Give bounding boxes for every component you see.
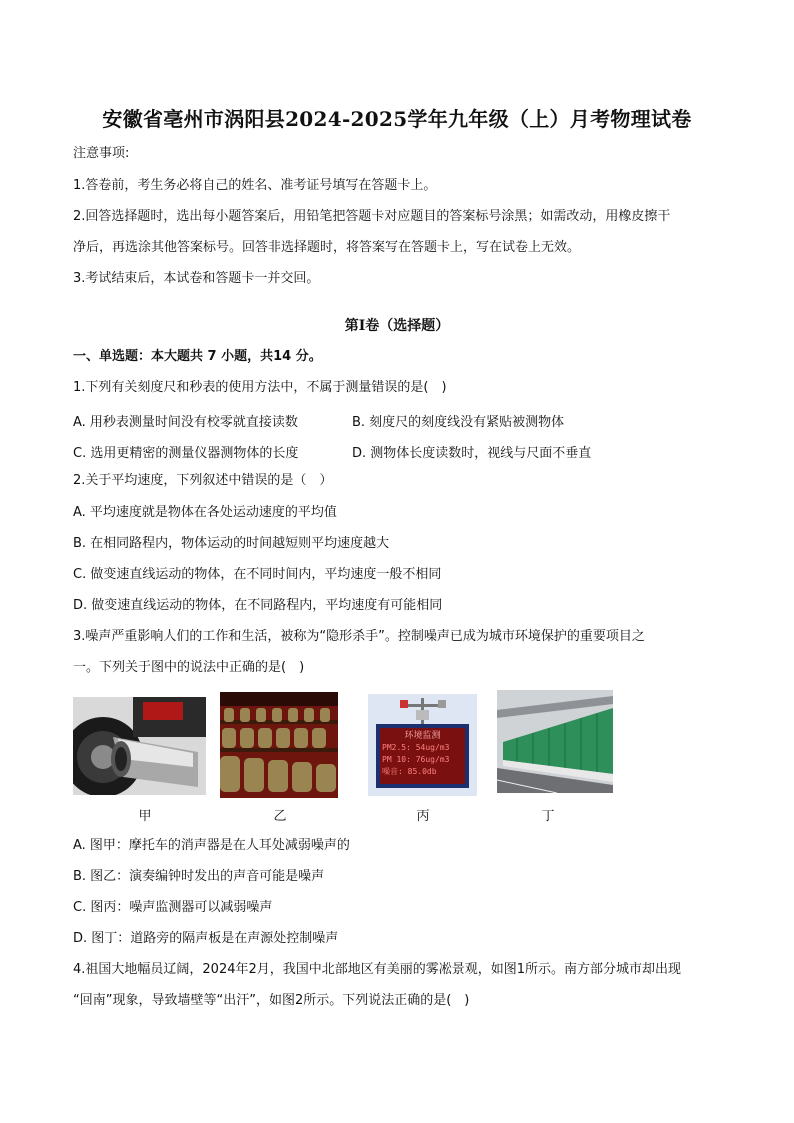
monitor-line-3: PM 10: 76ug/m3 [382, 755, 450, 764]
photo-noise-monitor [368, 694, 477, 796]
caption-ding: 丁 [541, 809, 555, 824]
q2-option-c: C. 做变速直线运动的物体，在不同时间内，平均速度一般不相同 [73, 567, 442, 582]
monitor-line-1: 环境监测 [404, 731, 441, 741]
q1-option-d: D. 测物体长度读数时，视线与尺面不垂直 [352, 446, 592, 461]
q2-option-a: A. 平均速度就是物体在各处运动速度的平均值 [73, 505, 337, 520]
monitor-line-4: 噪音: 85.0db [382, 767, 437, 776]
notice-heading: 注意事项: [73, 146, 130, 161]
photo-chime-bells [220, 692, 338, 798]
q2-option-d: D. 做变速直线运动的物体，在不同路程内，平均速度有可能相同 [73, 598, 443, 613]
monitor-display [382, 730, 463, 778]
caption-jia: 甲 [138, 809, 152, 824]
q1-stem: 1.下列有关刻度尺和秒表的使用方法中，不属于测量错误的是( ) [73, 380, 447, 395]
notice-item-2-cont: 净后，再选涂其他答案标号。回答非选择题时，将答案写在答题卡上，写在试卷上无效。 [73, 240, 581, 255]
q3-option-c: C. 图丙：噪声监测器可以减弱噪声 [73, 900, 273, 915]
q1-option-a: A. 用秒表测量时间没有校零就直接读数 [73, 415, 298, 430]
q2-stem: 2.关于平均速度，下列叙述中错误的是（ ） [73, 473, 333, 488]
notice-item-3: 3.考试结束后，本试卷和答题卡一并交回。 [73, 271, 320, 286]
q3-option-d: D. 图丁：道路旁的隔声板是在声源处控制噪声 [73, 931, 339, 946]
exam-title: 安徽省亳州市涡阳县2024-2025学年九年级（上）月考物理试卷 [102, 107, 692, 131]
q4-stem-line2: “回南”现象，导致墙壁等“出汗”，如图2所示。下列说法正确的是( ) [73, 993, 470, 1008]
sound-barrier-image [497, 690, 613, 793]
q4-stem-line1: 4.祖国大地幅员辽阔，2024年2月，我国中北部地区有美丽的雾凇景观，如图1所示。南方部分城市却出现 [73, 962, 682, 977]
caption-bing: 丙 [416, 809, 430, 824]
q2-option-b: B. 在相同路程内，物体运动的时间越短则平均速度越大 [73, 536, 390, 551]
notice-item-2: 2.回答选择题时，选出每小题答案后，用铅笔把答题卡对应题目的答案标号涂黑；如需改动，用橡皮擦干 [73, 209, 671, 224]
q3-stem-line2: 一。下列关于图中的说法中正确的是( ) [73, 660, 305, 675]
chime-bells-image [220, 692, 338, 798]
caption-yi: 乙 [273, 809, 287, 824]
photo-sound-barrier [497, 690, 613, 793]
notice-item-1: 1.答卷前，考生务必将自己的姓名、准考证号填写在答题卡上。 [73, 178, 437, 193]
photo-motorcycle-muffler [73, 697, 206, 795]
part-title: 第Ⅰ卷（选择题） [344, 318, 450, 334]
q1-option-c: C. 选用更精密的测量仪器测物体的长度 [73, 446, 299, 461]
q3-stem-line1: 3.噪声严重影响人们的工作和生活，被称为“隐形杀手”。控制噪声已成为城市环境保护的重要项目之 [73, 629, 645, 644]
q3-option-b: B. 图乙：演奏编钟时发出的声音可能是噪声 [73, 869, 325, 884]
q1-option-b: B. 刻度尺的刻度线没有紧贴被测物体 [352, 415, 565, 430]
motorcycle-muffler-image [73, 697, 206, 795]
section-title: 一、单选题：本大题共 7 小题，共14 分。 [73, 349, 322, 364]
monitor-line-2: PM2.5: 54ug/m3 [382, 743, 450, 752]
q3-option-a: A. 图甲：摩托车的消声器是在人耳处减弱噪声的 [73, 838, 350, 853]
